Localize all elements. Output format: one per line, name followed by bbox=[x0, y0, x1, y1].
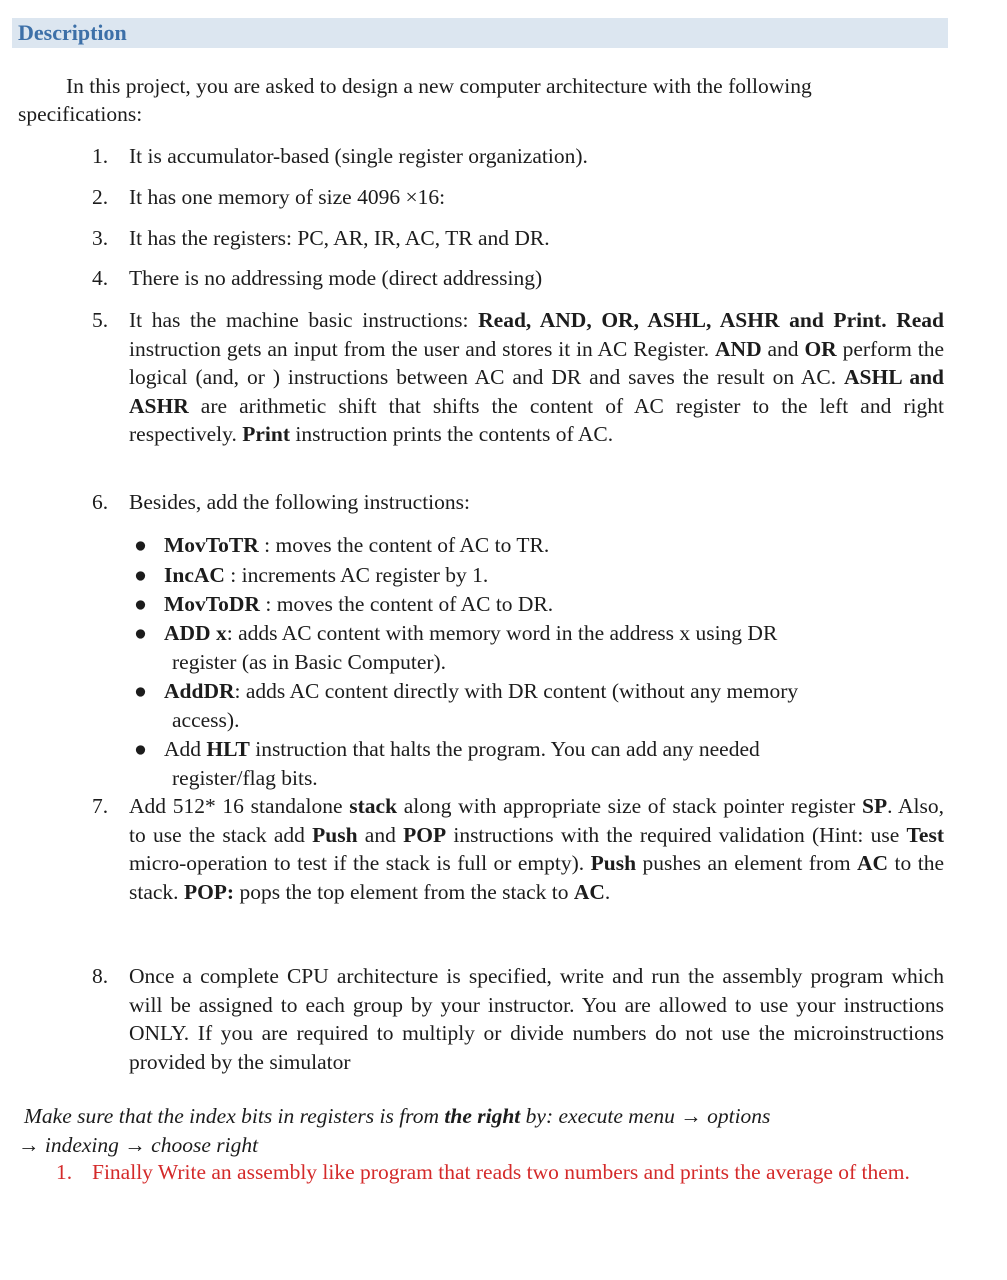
item-number: 6. bbox=[92, 490, 109, 514]
bullet-hlt bbox=[134, 735, 944, 792]
item-number: 1. bbox=[92, 144, 109, 168]
instruction-name: HLT bbox=[206, 737, 250, 761]
item-number: 8. bbox=[92, 964, 109, 988]
instruction-name: AddDR bbox=[164, 679, 235, 703]
item-text: There is no addressing mode (direct addressing) bbox=[129, 266, 543, 290]
spec-item-1 bbox=[92, 142, 944, 171]
index-bits-note bbox=[18, 1102, 924, 1160]
bullet-incac bbox=[134, 561, 944, 590]
spec-item-5 bbox=[92, 306, 944, 449]
bullet-movtotr bbox=[134, 531, 944, 560]
note-text-end: by: execute menu → options bbox=[520, 1104, 771, 1128]
instruction-name: MovToDR bbox=[164, 592, 260, 616]
bullet-dot: ● bbox=[134, 563, 147, 587]
instruction-desc: : adds AC content directly with DR content (without any memory bbox=[234, 679, 799, 703]
item-number: 3. bbox=[92, 226, 109, 250]
item-text: It is accumulator-based (single register organization). bbox=[129, 144, 588, 168]
item-number: 5. bbox=[92, 308, 109, 332]
note-bold: the right bbox=[444, 1104, 521, 1128]
bullet-movtodr bbox=[134, 590, 944, 619]
instruction-desc: : increments AC register by 1. bbox=[224, 563, 489, 587]
instruction-prefix: Add bbox=[164, 737, 207, 761]
instruction-desc: : moves the content of AC to TR. bbox=[258, 533, 550, 557]
item-number: 7. bbox=[92, 794, 109, 818]
item-text: It has the registers: PC, AR, IR, AC, TR and DR. bbox=[129, 226, 550, 250]
item-text: It has one memory of size 4096 ×16: bbox=[129, 185, 446, 209]
instruction-desc-cont: register/flag bits. bbox=[172, 765, 318, 790]
bullet-adddr bbox=[134, 677, 944, 734]
instruction-desc-cont: register (as in Basic Computer). bbox=[172, 649, 447, 674]
instruction-desc: instruction that halts the program. You can add any needed bbox=[249, 737, 760, 761]
bullet-dot: ● bbox=[134, 592, 147, 616]
spec-item-4 bbox=[92, 264, 944, 293]
spec-item-3 bbox=[92, 224, 944, 253]
item-text: Once a complete CPU architecture is specified, write and run the assembly program which will be assigned to each group by your instructor. You are allowed to use your instructions ONLY. If you are required to multiply or divide numbers do not use the microinstructions provided by the simulator bbox=[129, 964, 944, 1074]
item-text: It has the machine basic instructions: Read, AND, OR, ASHL, ASHR and Print. Read instruction gets an input from the user and stores it in AC Register. AND and OR perform the logical (and, or ) instructions between AC and DR and saves the result on AC. ASHL and ASHR are arithmetic shift that shifts the content of AC register to the left and right respectively. Print instruction prints the contents of AC. bbox=[129, 308, 945, 446]
bullet-dot: ● bbox=[134, 621, 147, 645]
section-title: Description bbox=[18, 20, 127, 45]
instruction-desc: : adds AC content with memory word in the address x using DR bbox=[226, 621, 778, 645]
spec-item-8 bbox=[92, 962, 944, 1076]
note-text-start: Make sure that the index bits in registers is from bbox=[24, 1104, 445, 1128]
item-text: Add 512* 16 standalone stack along with appropriate size of stack pointer register SP. Also, to use the stack add Push and POP instructions with the required validation (Hint: use Test micro-operation to test if the stack is full or empty). Push pushes an element from AC to the stack. POP: pops the top element from the stack to AC. bbox=[129, 794, 945, 904]
instruction-desc-cont: access). bbox=[172, 707, 240, 732]
spec-item-2 bbox=[92, 183, 944, 212]
instruction-name: IncAC bbox=[164, 563, 225, 587]
item-number: 4. bbox=[92, 266, 109, 290]
item-number: 2. bbox=[92, 185, 109, 209]
bullet-dot: ● bbox=[134, 679, 147, 703]
final-task-item bbox=[56, 1158, 944, 1187]
spec-item-7 bbox=[92, 792, 944, 906]
item-number: 1. bbox=[56, 1160, 73, 1184]
spec-item-6 bbox=[92, 488, 944, 517]
bullet-dot: ● bbox=[134, 533, 147, 557]
instruction-desc: : moves the content of AC to DR. bbox=[259, 592, 554, 616]
description-header bbox=[12, 18, 948, 48]
instruction-name: ADD x bbox=[164, 621, 227, 645]
bullet-add-x bbox=[134, 619, 944, 676]
instruction-name: MovToTR bbox=[164, 533, 259, 557]
intro-paragraph: In this project, you are asked to design a new computer architecture with the following specifications: bbox=[18, 74, 812, 126]
item-text: Besides, add the following instructions: bbox=[129, 490, 470, 514]
bullet-dot: ● bbox=[134, 737, 147, 761]
item-text: Finally Write an assembly like program that reads two numbers and prints the average of them. bbox=[92, 1160, 910, 1184]
note-line-2: → indexing → choose right bbox=[18, 1133, 259, 1157]
